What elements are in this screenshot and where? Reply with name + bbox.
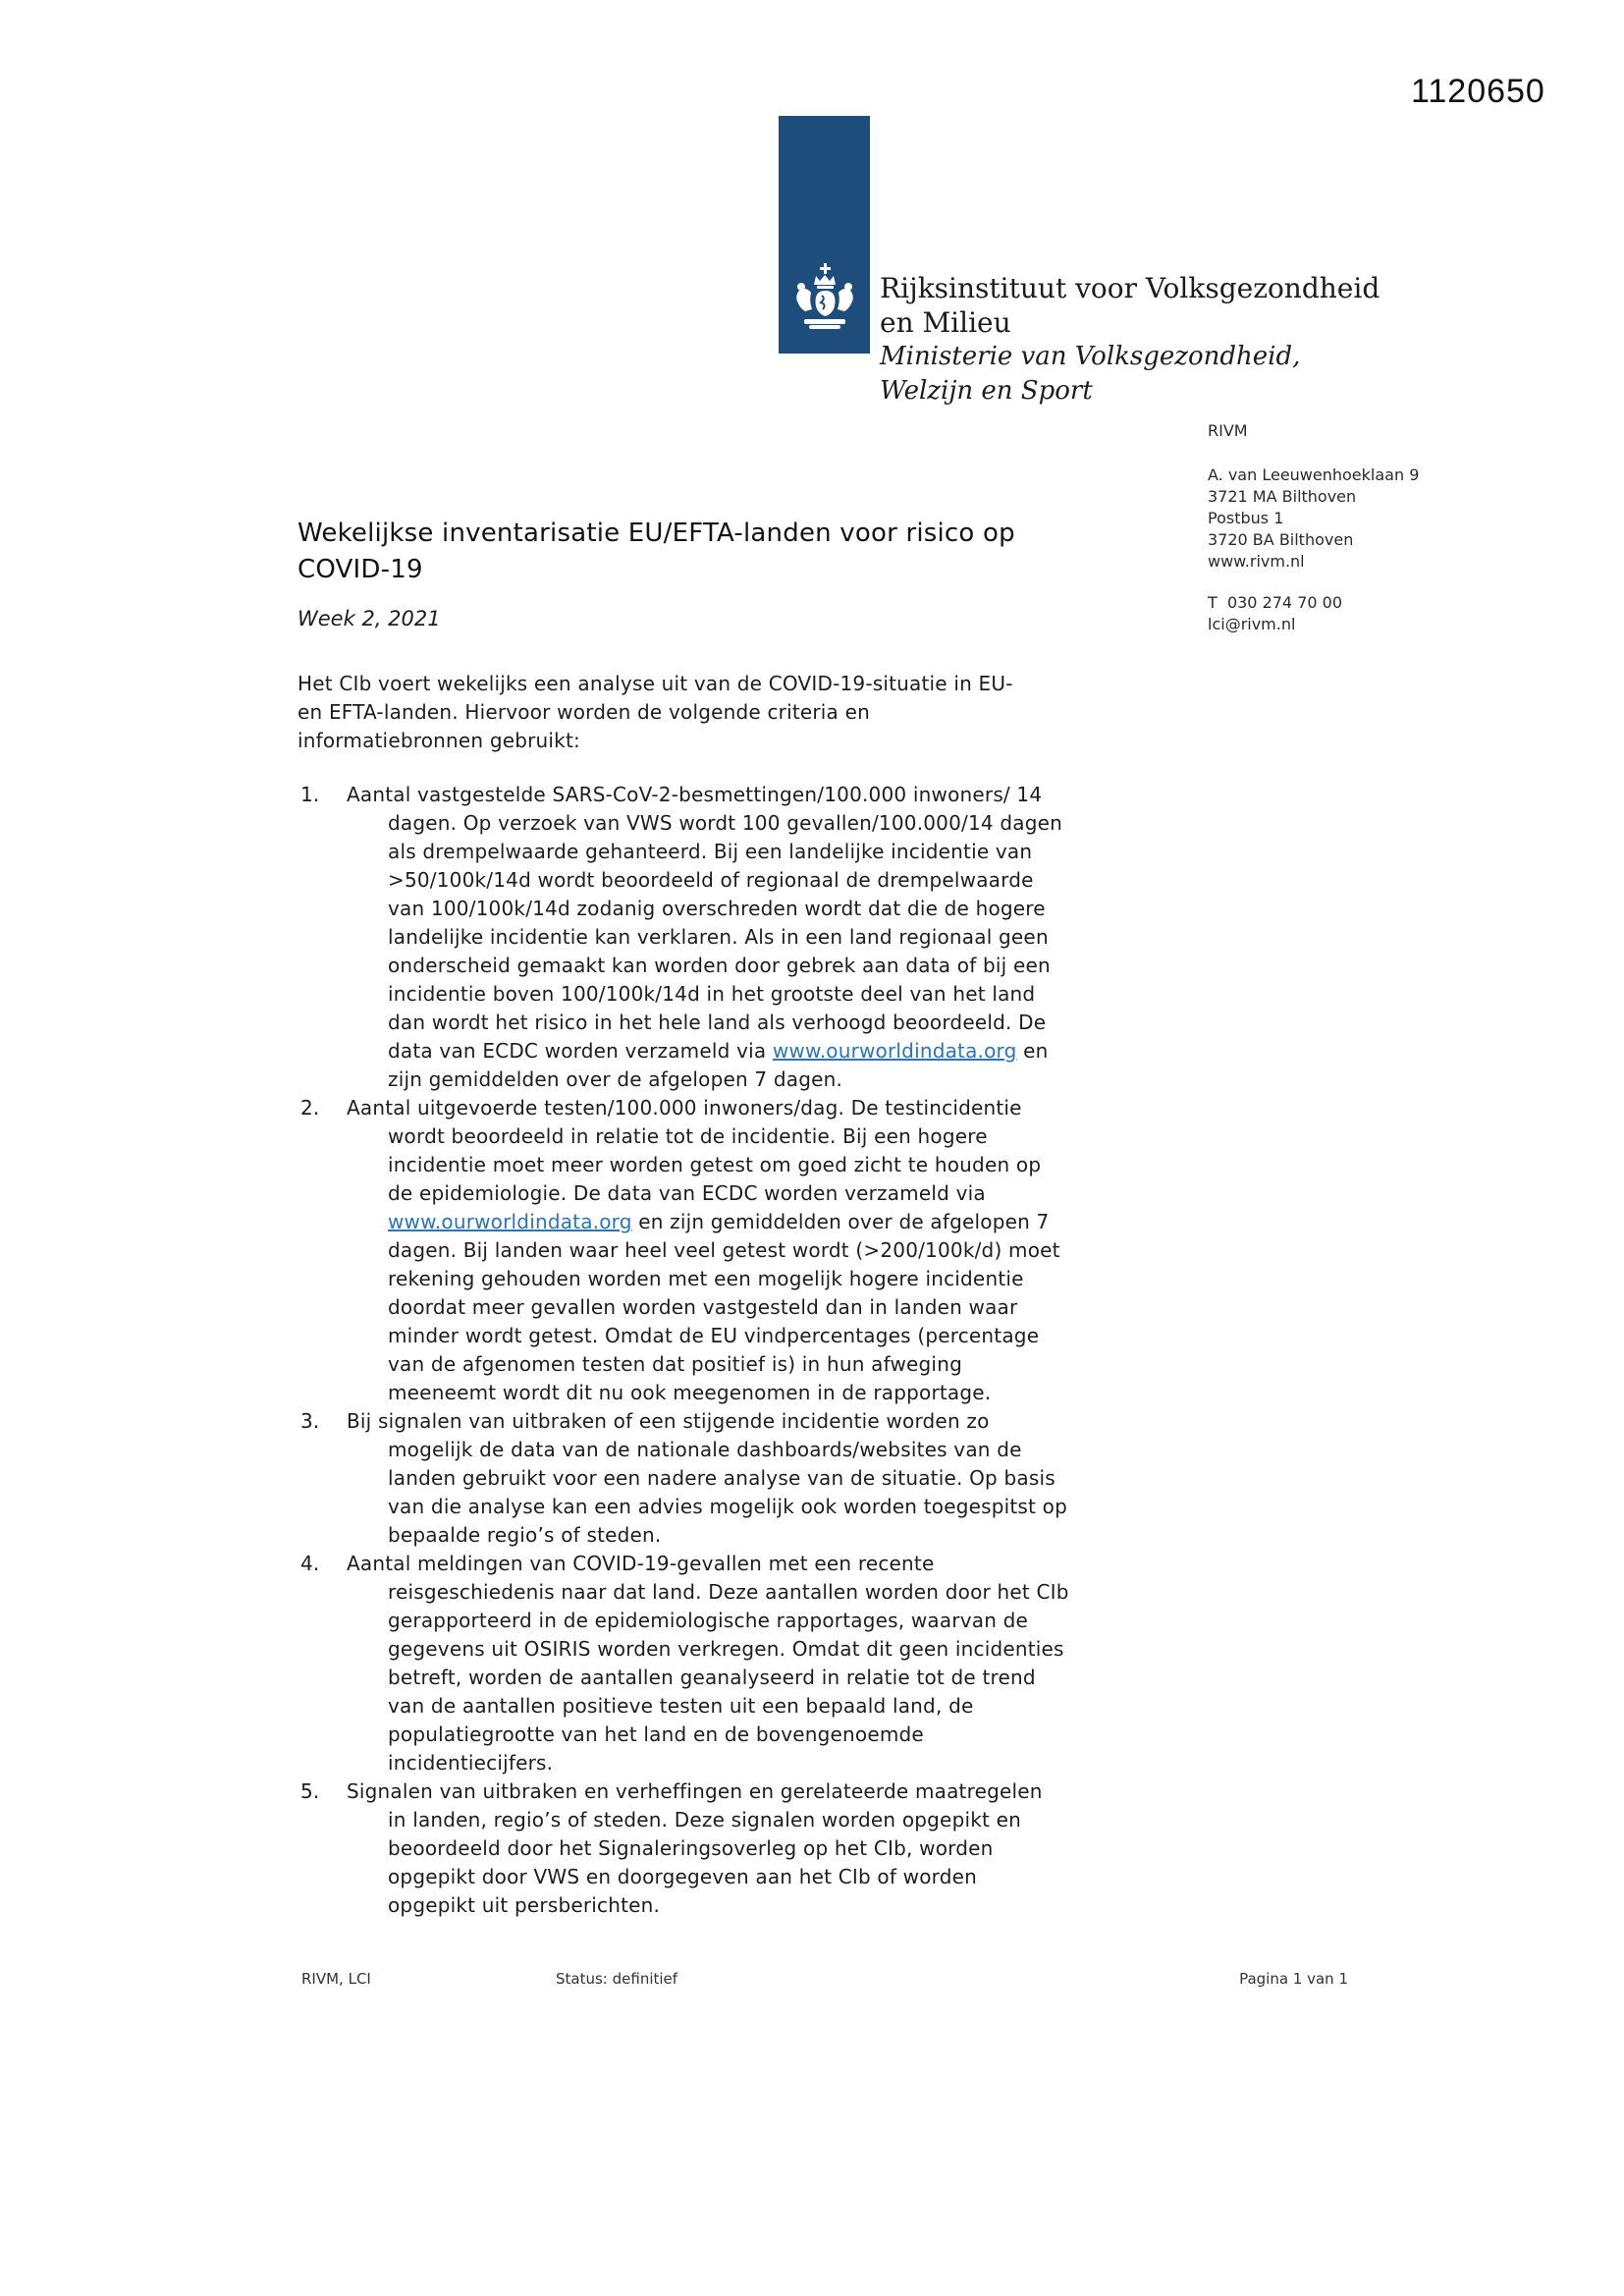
criteria-item-line: gerapporteerd in de epidemiologische rapportages, waarvan de xyxy=(388,1609,1029,1632)
criteria-item-number: 1. xyxy=(300,783,320,806)
footer-org: RIVM, LCI xyxy=(301,1970,371,1988)
criteria-item xyxy=(300,1407,1069,1550)
criteria-item-first-line: 2. Aantal uitgevoerde testen/100.000 inwoners/dag. De testincidentie xyxy=(300,1094,1069,1122)
rivm-crest-icon xyxy=(792,263,857,334)
criteria-item-line: van de afgenomen testen dat positief is) in hun afweging xyxy=(388,1352,962,1376)
criteria-item-line: dan wordt het risico in het hele land als verhoogd beoordeeld. De xyxy=(388,1011,1047,1034)
criteria-item-line: minder wordt getest. Omdat de EU vindpercentages (percentage xyxy=(388,1324,1040,1347)
criteria-item-line: zijn gemiddelden over de afgelopen 7 dagen. xyxy=(388,1067,843,1091)
criteria-item-line: wordt beoordeeld in relatie tot de incidentie. Bij een hogere xyxy=(388,1124,988,1148)
criteria-item-line: landen gebruikt voor een nadere analyse van de situatie. Op basis xyxy=(388,1466,1056,1490)
criteria-item-line: van de aantallen positieve testen uit een bepaald land, de xyxy=(388,1694,974,1718)
criteria-item-number: 5. xyxy=(300,1779,320,1803)
criteria-list xyxy=(300,781,1069,1920)
criteria-item-line: van 100/100k/14d zodanig overschreden wordt dat die de hogere xyxy=(388,897,1046,920)
criteria-item-line: de epidemiologie. De data van ECDC worden verzameld via xyxy=(388,1181,986,1205)
criteria-item xyxy=(300,1550,1069,1777)
contact-phone: T 030 274 70 00 xyxy=(1208,593,1342,612)
criteria-item-line: incidentie moet meer worden getest om goed zicht te houden op xyxy=(388,1153,1042,1176)
criteria-item-line: gegevens uit OSIRIS worden verkregen. Omdat dit geen incidenties xyxy=(388,1637,1064,1661)
document-number: 1120650 xyxy=(1411,73,1545,110)
criteria-item-first-line: 5. Signalen van uitbraken en verheffingen en gerelateerde maatregelen xyxy=(300,1777,1069,1806)
criteria-item-line: opgepikt uit persberichten. xyxy=(388,1893,661,1917)
criteria-item-line: rekening gehouden worden met een mogelijk hogere incidentie xyxy=(388,1267,1024,1290)
criteria-item xyxy=(300,1094,1069,1407)
criteria-item-line: data van ECDC worden verzameld via www.ourworldindata.org en xyxy=(388,1039,1049,1063)
criteria-item-line: mogelijk de data van de nationale dashboards/websites van de xyxy=(388,1438,1022,1461)
logo-banner xyxy=(779,116,870,354)
footer-page-number: Pagina 1 van 1 xyxy=(1239,1970,1348,1988)
page-title xyxy=(298,516,1015,588)
criteria-item-line: onderscheid gemaakt kan worden door gebrek aan data of bij een xyxy=(388,954,1051,977)
criteria-item-line: betreft, worden de aantallen geanalyseerd in relatie tot de trend xyxy=(388,1666,1036,1689)
criteria-item-line: opgepikt door VWS en doorgegeven aan het CIb of worden xyxy=(388,1865,977,1888)
contact-address xyxy=(1208,465,1419,573)
contact-email: lci@rivm.nl xyxy=(1208,615,1296,633)
ourworldindata-link[interactable]: www.ourworldindata.org xyxy=(388,1210,632,1233)
criteria-item-line: landelijke incidentie kan verklaren. Als in een land regionaal geen xyxy=(388,925,1049,949)
criteria-item-line: meeneemt wordt dit nu ook meegenomen in de rapportage. xyxy=(388,1381,992,1404)
criteria-item xyxy=(300,781,1069,1094)
criteria-item-line: www.ourworldindata.org en zijn gemiddelden over de afgelopen 7 xyxy=(388,1210,1050,1233)
contact-address-line: 3720 BA Bilthoven xyxy=(1208,530,1354,549)
criteria-item-line: doordat meer gevallen worden vastgesteld dan in landen waar xyxy=(388,1295,1018,1319)
contact-address-line: 3721 MA Bilthoven xyxy=(1208,487,1357,506)
intro-paragraph xyxy=(298,670,1013,755)
criteria-item-first-line: 1. Aantal vastgestelde SARS-CoV-2-besmettingen/100.000 inwoners/ 14 xyxy=(300,781,1069,809)
contact-block xyxy=(1208,420,1419,635)
ourworldindata-link[interactable]: www.ourworldindata.org xyxy=(772,1039,1017,1063)
criteria-item-first-line: 3. Bij signalen van uitbraken of een stijgende incidentie worden zo xyxy=(300,1407,1069,1436)
contact-website: www.rivm.nl xyxy=(1208,552,1305,571)
criteria-item-first-line: 4. Aantal meldingen van COVID-19-gevallen met een recente xyxy=(300,1550,1069,1578)
logo-ministry-line1: Ministerie van Volksgezondheid, xyxy=(880,342,1301,371)
criteria-item-number: 3. xyxy=(300,1409,320,1433)
criteria-item-line: van die analyse kan een advies mogelijk ook worden toegespitst op xyxy=(388,1495,1067,1518)
criteria-item-line: >50/100k/14d wordt beoordeeld of regionaal de drempelwaarde xyxy=(388,868,1034,892)
intro-line: Het CIb voert wekelijks een analyse uit van de COVID-19-situatie in EU- xyxy=(298,672,1013,695)
criteria-item-line: beoordeeld door het Signaleringsoverleg op het CIb, worden xyxy=(388,1836,994,1860)
criteria-item-line: dagen. Op verzoek van VWS wordt 100 gevallen/100.000/14 dagen xyxy=(388,811,1063,835)
criteria-item-line: reisgeschiedenis naar dat land. Deze aantallen worden door het CIb xyxy=(388,1580,1069,1604)
logo-wordmark xyxy=(880,271,1380,409)
criteria-item-number: 4. xyxy=(300,1552,320,1575)
criteria-item-line: incidentiecijfers. xyxy=(388,1751,554,1775)
criteria-item-line: incidentie boven 100/100k/14d in het grootste deel van het land xyxy=(388,982,1036,1006)
logo-ministry-line2: Welzijn en Sport xyxy=(880,376,1093,406)
criteria-item-line: in landen, regio’s of steden. Deze signalen worden opgepikt en xyxy=(388,1808,1021,1831)
page-title-line2: COVID-19 xyxy=(298,555,423,584)
criteria-item xyxy=(300,1777,1069,1920)
criteria-item-line: als drempelwaarde gehanteerd. Bij een landelijke incidentie van xyxy=(388,840,1033,863)
intro-line: en EFTA-landen. Hiervoor worden de volgende criteria en xyxy=(298,700,870,724)
contact-address-line: A. van Leeuwenhoeklaan 9 xyxy=(1208,465,1420,484)
footer-status: Status: definitief xyxy=(556,1970,678,1988)
criteria-item-line: populatiegrootte van het land en de bovengenoemde xyxy=(388,1722,924,1746)
contact-org: RIVM xyxy=(1208,421,1248,440)
intro-line: informatiebronnen gebruikt: xyxy=(298,729,580,752)
criteria-item-number: 2. xyxy=(300,1096,320,1120)
logo-org-name-line2: en Milieu xyxy=(880,306,1011,339)
criteria-item-line: bepaalde regio’s of steden. xyxy=(388,1523,662,1547)
page-title-line1: Wekelijkse inventarisatie EU/EFTA-landen voor risico op xyxy=(298,519,1015,548)
criteria-item-line: dagen. Bij landen waar heel veel getest wordt (>200/100k/d) moet xyxy=(388,1238,1060,1262)
logo-org-name-line1: Rijksinstituut voor Volksgezondheid xyxy=(880,272,1380,304)
contact-address-line: Postbus 1 xyxy=(1208,509,1284,527)
week-subtitle: Week 2, 2021 xyxy=(298,607,441,630)
